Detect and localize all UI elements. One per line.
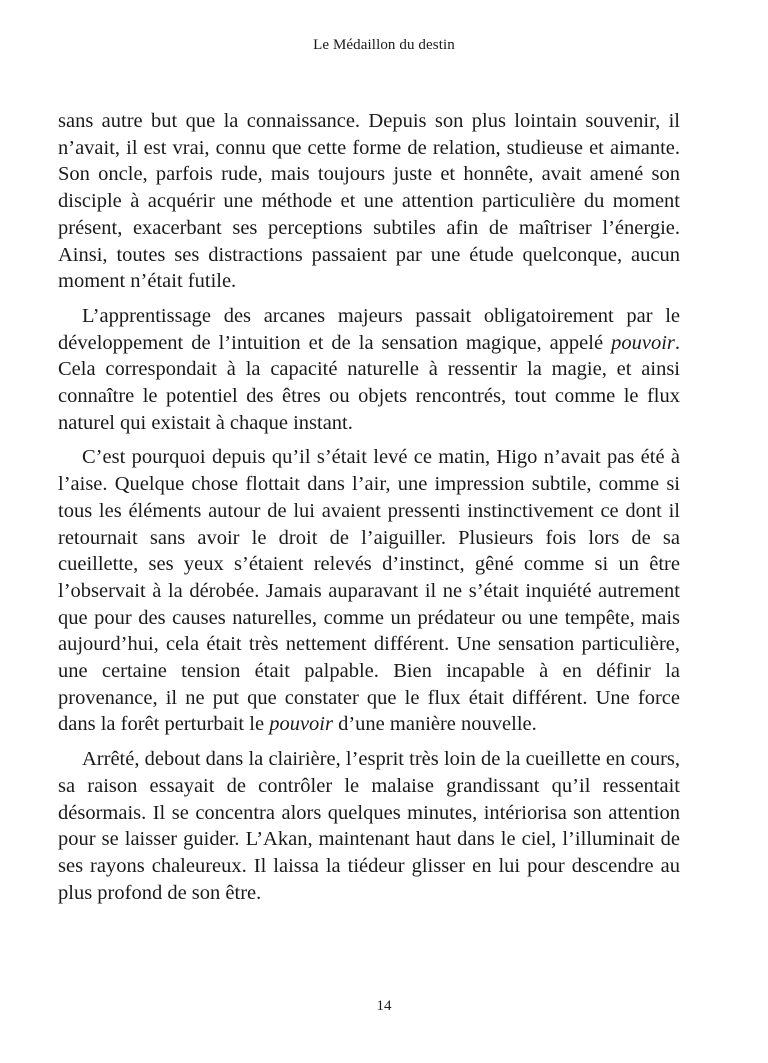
body-text xyxy=(58,108,680,906)
paragraph-text: d’une manière nouvelle. xyxy=(332,713,537,736)
page-number: 14 xyxy=(376,998,392,1014)
paragraph-text: Arrêté, debout dans la clairière, l’esprit très loin de la cueillette en cours, sa raison essayait de contrôler le malaise grandissant qu’il ressentait désormais. Il se concentra alors quelques minutes, intériorisa son attention pour se laisser guider. L’Akan, maintenant haut dans le ciel, l’illuminait de ses rayons chaleureux. Il laissa la tiédeur glisser en lui pour descendre au plus profond de son être. xyxy=(58,748,680,904)
italic-term: pouvoir xyxy=(269,713,333,736)
paragraph xyxy=(58,108,680,295)
paragraph-text: . Cela correspondait à la capacité naturelle à ressentir la magie, et ainsi connaître le potentiel des êtres ou objets rencontrés, tout comme le flux naturel qui existait à chaque instant. xyxy=(58,331,680,434)
paragraph-text: sans autre but que la connaissance. Depuis son plus lointain souvenir, il n’avait, il est vrai, connu que cette forme de relation, studieuse et aimante. Son oncle, parfois rude, mais toujours juste et honnête, avait amené son disciple à acquérir une méthode et une attention particulière du moment présent, exacerbant ses perceptions subtiles afin de maîtriser l’énergie. Ainsi, toutes ses distractions passaient par une étude quelconque, aucun moment n’était futile. xyxy=(58,110,680,293)
paragraph-text: C’est pourquoi depuis qu’il s’était levé ce matin, Higo n’avait pas été à l’aise. Quelque chose flottait dans l’air, une impression subtile, comme si tous les éléments autour de lui avaient pressenti instinctivement ce dont il retournait sans avoir le droit de l’aiguiller. Plusieurs fois lors de sa cueillette, ses yeux s’étaient relevés d’instinct, gêné comme si un être l’observait à la dérobée. Jamais auparavant il ne s’était inquiété autrement que pour des causes naturelles, comme un prédateur ou une tempête, mais aujourd’hui, cela était très nettement différent. Une sensation particulière, une certaine tension était palpable. Bien incapable à en définir la provenance, il ne put que constater que le flux était différent. Une force dans la forêt perturbait le xyxy=(58,446,680,736)
paragraph-text: L’apprentissage des arcanes majeurs passait obligatoirement par le développement de l’intuition et de la sensation magique, appelé xyxy=(58,304,680,354)
paragraph xyxy=(58,746,680,906)
italic-term: pouvoir xyxy=(611,331,675,354)
running-header-title: Le Médaillon du destin xyxy=(313,37,455,53)
paragraph xyxy=(58,444,680,738)
paragraph xyxy=(58,303,680,437)
